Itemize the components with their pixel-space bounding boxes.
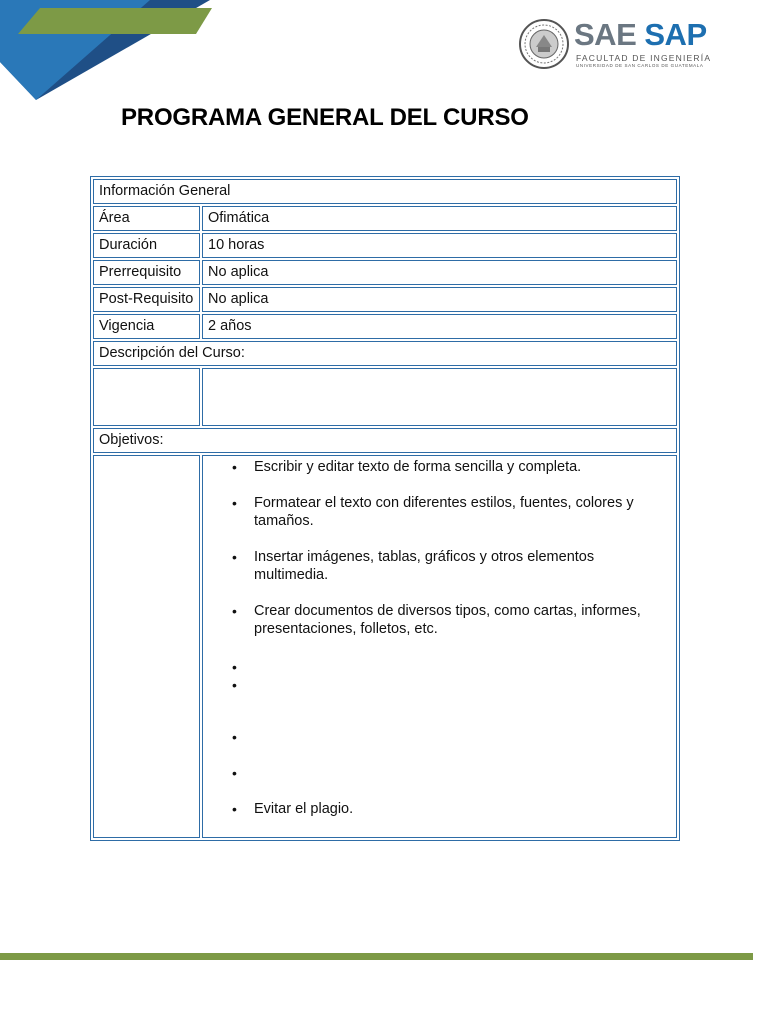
table-row [93,260,677,285]
table-row [93,179,677,204]
objective-item: • Escribir y editar texto de forma sencilla y completa. [254,458,672,476]
objective-item: • Insertar imágenes, tablas, gráficos y otros elementos multimedia. [254,548,672,584]
objective-item [254,658,672,676]
logo-faculty: FACULTAD DE INGENIERÍA [576,53,712,63]
objective-item [254,676,672,694]
row-label-post-requisito: Post-Requisito [93,287,200,312]
row-label-prerrequisito: Prerrequisito [93,260,200,285]
objective-item [254,728,672,746]
table-row [93,368,677,426]
objectives-list [208,458,672,818]
section-general-header: Información General [93,179,677,204]
logo-brand-text [574,15,707,55]
objective-item: • Formatear el texto con diferentes estilos, fuentes, colores y tamaños. [254,494,672,530]
logo-brand-sap: SAP [644,17,707,52]
table-row [93,455,677,838]
section-description-header: Descripción del Curso: [93,341,677,366]
table-row [93,314,677,339]
objective-item: • Evitar el plagio. [254,800,672,818]
corner-decoration [0,0,230,110]
university-seal-icon [518,17,570,71]
description-empty-left [93,368,200,426]
row-value-vigencia: 2 años [202,314,677,339]
table-row [93,428,677,453]
table-row [93,206,677,231]
objectives-cell [202,455,677,838]
logo-university: UNIVERSIDAD DE SAN CARLOS DE GUATEMALA [576,63,704,68]
course-info-table [90,176,680,841]
row-value-post-requisito: No aplica [202,287,677,312]
row-label-vigencia: Vigencia [93,314,200,339]
objective-item: • Crear documentos de diversos tipos, como cartas, informes, presentaciones, folletos, etc. [254,602,672,638]
row-label-duracion: Duración [93,233,200,258]
row-value-prerrequisito: No aplica [202,260,677,285]
row-value-area: Ofimática [202,206,677,231]
objective-item [254,764,672,782]
table-row [93,287,677,312]
page-title: PROGRAMA GENERAL DEL CURSO [121,104,529,131]
logo-brand-sae: SAE [574,17,637,52]
table-row [93,233,677,258]
row-value-duracion: 10 horas [202,233,677,258]
objectives-empty-left [93,455,200,838]
sae-sap-logo [518,15,718,73]
description-empty-right [202,368,677,426]
section-objectives-header: Objetivos: [93,428,677,453]
footer-rule [0,953,753,960]
table-row [93,341,677,366]
row-label-area: Área [93,206,200,231]
